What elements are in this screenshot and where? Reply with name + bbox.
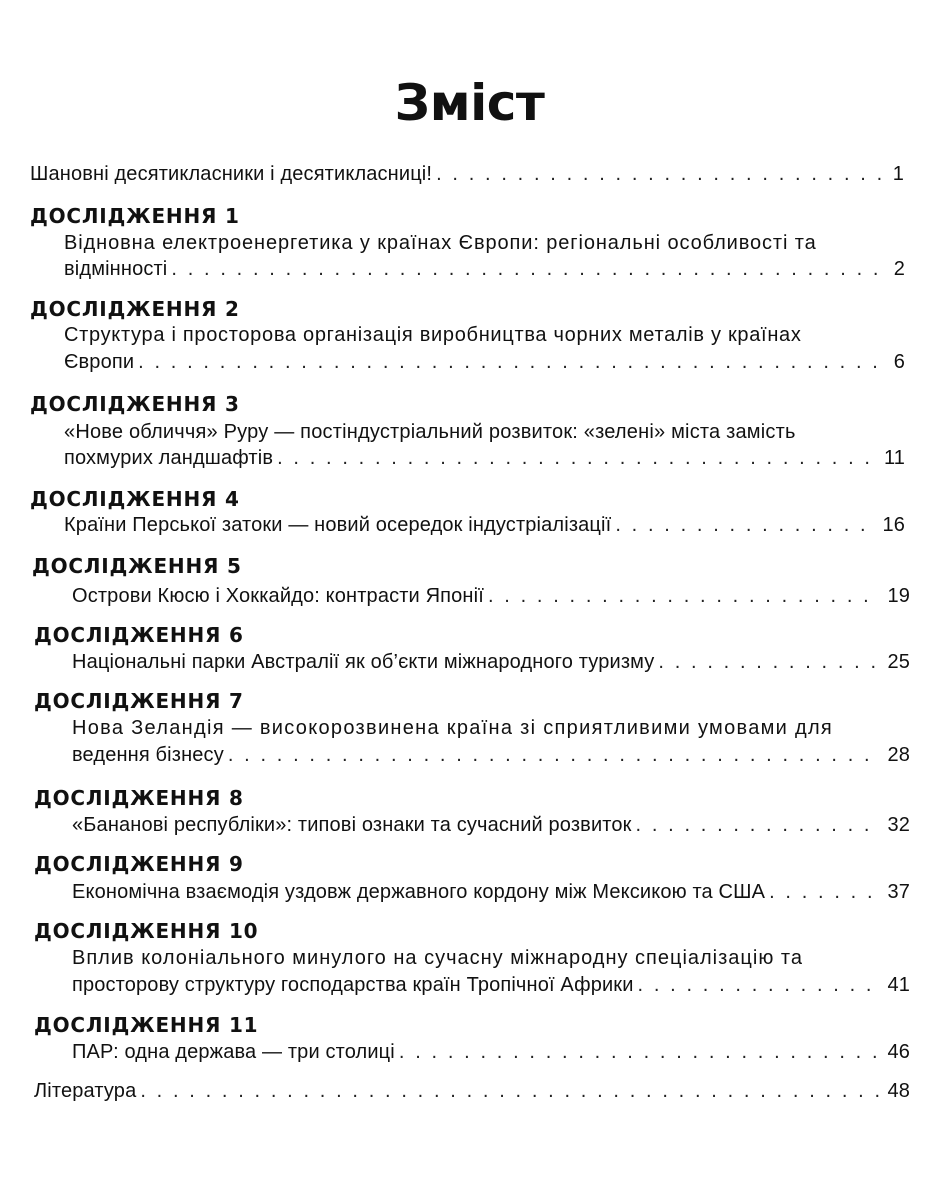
toc-entry-text: Європи <box>64 351 135 373</box>
page-number: 1 <box>892 163 904 185</box>
toc-entry-text: просторову структуру господарства країн Тропічної Африки <box>72 974 634 996</box>
study-heading-5: ДОСЛІДЖЕННЯ 5 <box>32 554 242 578</box>
study-heading-7: ДОСЛІДЖЕННЯ 7 <box>34 689 244 713</box>
toc-entry-study-8[interactable] <box>72 813 910 837</box>
toc-entry-text-line1: Вплив колоніального минулого на сучасну міжнародну спеціалізацію та <box>72 947 803 969</box>
toc-entry-text: ведення бізнесу <box>72 744 224 766</box>
toc-entry-text: Острови Кюсю і Хоккайдо: контрасти Японії <box>72 585 484 607</box>
study-heading-11: ДОСЛІДЖЕННЯ 11 <box>34 1013 259 1037</box>
page-number: 19 <box>887 585 910 607</box>
toc-entry-study-3[interactable] <box>64 446 905 470</box>
study-heading-4: ДОСЛІДЖЕННЯ 4 <box>30 487 240 511</box>
toc-entry-intro[interactable] <box>30 162 904 186</box>
toc-entry-study-5[interactable] <box>72 584 910 608</box>
page-number: 48 <box>887 1080 910 1102</box>
toc-entry-study-2[interactable] <box>64 350 905 374</box>
page-number: 16 <box>882 514 905 536</box>
dot-leader <box>769 880 881 904</box>
page-number: 28 <box>887 744 910 766</box>
dot-leader <box>140 1079 881 1103</box>
page-number: 41 <box>887 974 910 996</box>
dot-leader <box>436 162 887 186</box>
toc-entry-literature[interactable] <box>34 1079 910 1103</box>
study-heading-3: ДОСЛІДЖЕННЯ 3 <box>30 392 240 416</box>
toc-entry-study-9[interactable] <box>72 880 910 904</box>
toc-entry-study-7[interactable] <box>72 743 910 767</box>
page-number: 2 <box>893 258 905 280</box>
study-heading-1: ДОСЛІДЖЕННЯ 1 <box>30 204 240 228</box>
page-number: 37 <box>887 881 910 903</box>
toc-entry-text-line1: Нова Зеландія — високорозвинена країна зі сприятливими умовами для <box>72 717 834 739</box>
toc-entry-study-4[interactable] <box>64 513 905 537</box>
page-number: 25 <box>887 651 910 673</box>
dot-leader <box>277 446 878 470</box>
page-number: 46 <box>887 1041 910 1063</box>
toc-entry-text: Національні парки Австралії як об’єкти міжнародного туризму <box>72 651 655 673</box>
page-title: Зміст <box>394 74 545 132</box>
toc-entry-text-line1: «Нове обличчя» Руру — постіндустріальний розвиток: «зелені» міста замість <box>64 421 796 443</box>
dot-leader <box>171 257 887 281</box>
toc-entry-study-11[interactable] <box>72 1040 910 1064</box>
page-number: 11 <box>883 447 905 469</box>
toc-entry-text: «Бананові республіки»: типові ознаки та сучасний розвиток <box>72 814 632 836</box>
toc-entry-text: ПАР: одна держава — три столиці <box>72 1041 395 1063</box>
dot-leader <box>488 584 882 608</box>
toc-entry-text: Країни Перської затоки — новий осередок індустріалізації <box>64 514 612 536</box>
toc-entry-text: похмурих ландшафтів <box>64 447 274 469</box>
dot-leader <box>638 973 882 997</box>
toc-entry-study-10[interactable] <box>72 973 910 997</box>
toc-entry-text: відмінності <box>64 258 168 280</box>
dot-leader <box>138 350 888 374</box>
toc-entry-text-line1: Структура і просторова організація виробництва чорних металів у країнах <box>64 324 802 346</box>
dot-leader <box>658 650 881 674</box>
toc-entry-text: Економічна взаємодія уздовж державного кордону між Мексикою та США <box>72 881 766 903</box>
study-heading-2: ДОСЛІДЖЕННЯ 2 <box>30 297 240 321</box>
toc-entry-study-6[interactable] <box>72 650 910 674</box>
study-heading-8: ДОСЛІДЖЕННЯ 8 <box>34 786 244 810</box>
study-heading-6: ДОСЛІДЖЕННЯ 6 <box>34 623 244 647</box>
page-number: 6 <box>893 351 905 373</box>
study-heading-10: ДОСЛІДЖЕННЯ 10 <box>34 919 259 943</box>
dot-leader <box>399 1040 882 1064</box>
study-heading-9: ДОСЛІДЖЕННЯ 9 <box>34 852 244 876</box>
dot-leader <box>636 813 882 837</box>
dot-leader <box>615 513 876 537</box>
page-number: 32 <box>887 814 910 836</box>
toc-entry-text: Література <box>34 1080 137 1102</box>
toc-entry-text-line1: Відновна електроенергетика у країнах Європи: регіональні особливості та <box>64 232 817 254</box>
dot-leader <box>228 743 882 767</box>
toc-entry-study-1[interactable] <box>64 257 905 281</box>
toc-entry-text: Шановні десятикласники і десятикласниці! <box>30 163 433 185</box>
